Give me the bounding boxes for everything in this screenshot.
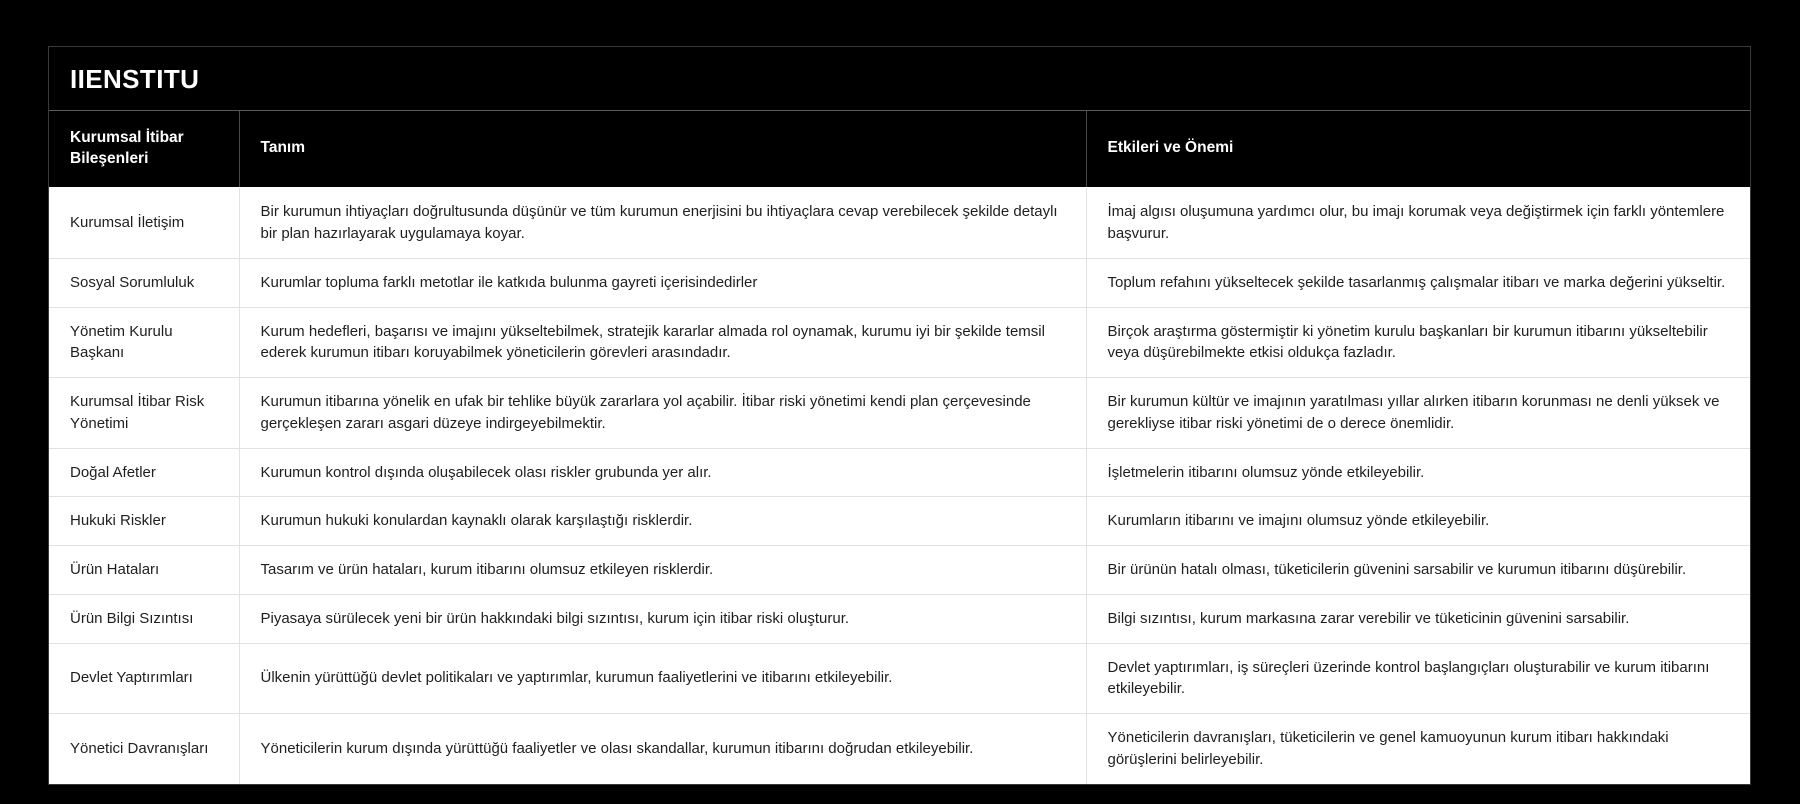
table-row <box>49 188 1750 259</box>
reputation-components-table <box>49 111 1750 784</box>
cell-definition: Kurumlar topluma farklı metotlar ile katkıda bulunma gayreti içerisindedirler <box>239 258 1086 307</box>
cell-effect: Bilgi sızıntısı, kurum markasına zarar verebilir ve tüketicinin güvenini sarsabilir. <box>1086 594 1750 643</box>
table-header <box>49 111 1750 188</box>
brand-bar <box>49 47 1750 111</box>
cell-component: Hukuki Riskler <box>49 497 239 546</box>
cell-effect: Bir kurumun kültür ve imajının yaratılması yıllar alırken itibarın korunması ne denli yüksek ve gerekliyse itibar riski yönetimi de o derece önemlidir. <box>1086 378 1750 449</box>
cell-effect: Devlet yaptırımları, iş süreçleri üzerinde kontrol başlangıçları oluşturabilir ve kurum itibarını etkileyebilir. <box>1086 643 1750 714</box>
cell-effect: Bir ürünün hatalı olması, tüketicilerin güvenini sarsabilir ve kurumun itibarını düşürebilir. <box>1086 546 1750 595</box>
cell-definition: Kurumun itibarına yönelik en ufak bir tehlike büyük zararlara yol açabilir. İtibar riski yönetimi kendi plan çerçevesinde gerçekleşen zararı asgari düzeye indirgeyebilmektir. <box>239 378 1086 449</box>
table-body <box>49 188 1750 784</box>
cell-effect: Birçok araştırma göstermiştir ki yönetim kurulu başkanları bir kurumun itibarını yükseltebilir veya düşürebilmekte etkisi oldukça fazladır. <box>1086 307 1750 378</box>
table-row <box>49 448 1750 497</box>
cell-effect: İşletmelerin itibarını olumsuz yönde etkileyebilir. <box>1086 448 1750 497</box>
cell-effect: Yöneticilerin davranışları, tüketicilerin ve genel kamuoyunun kurum itibarı hakkındaki görüşlerini belirleyebilir. <box>1086 714 1750 784</box>
cell-definition: Piyasaya sürülecek yeni bir ürün hakkındaki bilgi sızıntısı, kurum için itibar riski oluşturur. <box>239 594 1086 643</box>
cell-definition: Kurumun hukuki konulardan kaynaklı olarak karşılaştığı risklerdir. <box>239 497 1086 546</box>
cell-component: Ürün Bilgi Sızıntısı <box>49 594 239 643</box>
table-row <box>49 258 1750 307</box>
table-header-row <box>49 111 1750 188</box>
table-row <box>49 714 1750 784</box>
cell-component: Devlet Yaptırımları <box>49 643 239 714</box>
column-header-definition: Tanım <box>239 111 1086 188</box>
cell-effect: Kurumların itibarını ve imajını olumsuz yönde etkileyebilir. <box>1086 497 1750 546</box>
cell-definition: Tasarım ve ürün hataları, kurum itibarını olumsuz etkileyen risklerdir. <box>239 546 1086 595</box>
cell-component: Ürün Hataları <box>49 546 239 595</box>
table-row <box>49 378 1750 449</box>
cell-effect: İmaj algısı oluşumuna yardımcı olur, bu imajı korumak veya değiştirmek için farklı yöntemlere başvurur. <box>1086 188 1750 259</box>
table-row <box>49 594 1750 643</box>
cell-component: Kurumsal İletişim <box>49 188 239 259</box>
table-row <box>49 546 1750 595</box>
table-row <box>49 307 1750 378</box>
cell-component: Kurumsal İtibar Risk Yönetimi <box>49 378 239 449</box>
cell-definition: Kurum hedefleri, başarısı ve imajını yükseltebilmek, stratejik kararlar almada rol oynamak, kurumu iyi bir şekilde temsil ederek kurumun itibarı koruyabilmek yöneticilerin görevleri arasındadır. <box>239 307 1086 378</box>
cell-definition: Bir kurumun ihtiyaçları doğrultusunda düşünür ve tüm kurumun enerjisini bu ihtiyaçlara cevap verebilecek şekilde detaylı bir plan hazırlayarak uygulamaya koyar. <box>239 188 1086 259</box>
brand-title: IIENSTITU <box>70 64 200 94</box>
cell-definition: Kurumun kontrol dışında oluşabilecek olası riskler grubunda yer alır. <box>239 448 1086 497</box>
reputation-table-container <box>48 46 1751 785</box>
cell-effect: Toplum refahını yükseltecek şekilde tasarlanmış çalışmalar itibarı ve marka değerini yükseltir. <box>1086 258 1750 307</box>
column-header-effects: Etkileri ve Önemi <box>1086 111 1750 188</box>
cell-component: Yönetim Kurulu Başkanı <box>49 307 239 378</box>
table-row <box>49 643 1750 714</box>
column-header-components: Kurumsal İtibar Bileşenleri <box>49 111 239 188</box>
table-row <box>49 497 1750 546</box>
cell-component: Sosyal Sorumluluk <box>49 258 239 307</box>
cell-definition: Ülkenin yürüttüğü devlet politikaları ve yaptırımlar, kurumun faaliyetlerini ve itibarını etkileyebilir. <box>239 643 1086 714</box>
cell-component: Yönetici Davranışları <box>49 714 239 784</box>
cell-component: Doğal Afetler <box>49 448 239 497</box>
cell-definition: Yöneticilerin kurum dışında yürüttüğü faaliyetler ve olası skandallar, kurumun itibarını doğrudan etkileyebilir. <box>239 714 1086 784</box>
